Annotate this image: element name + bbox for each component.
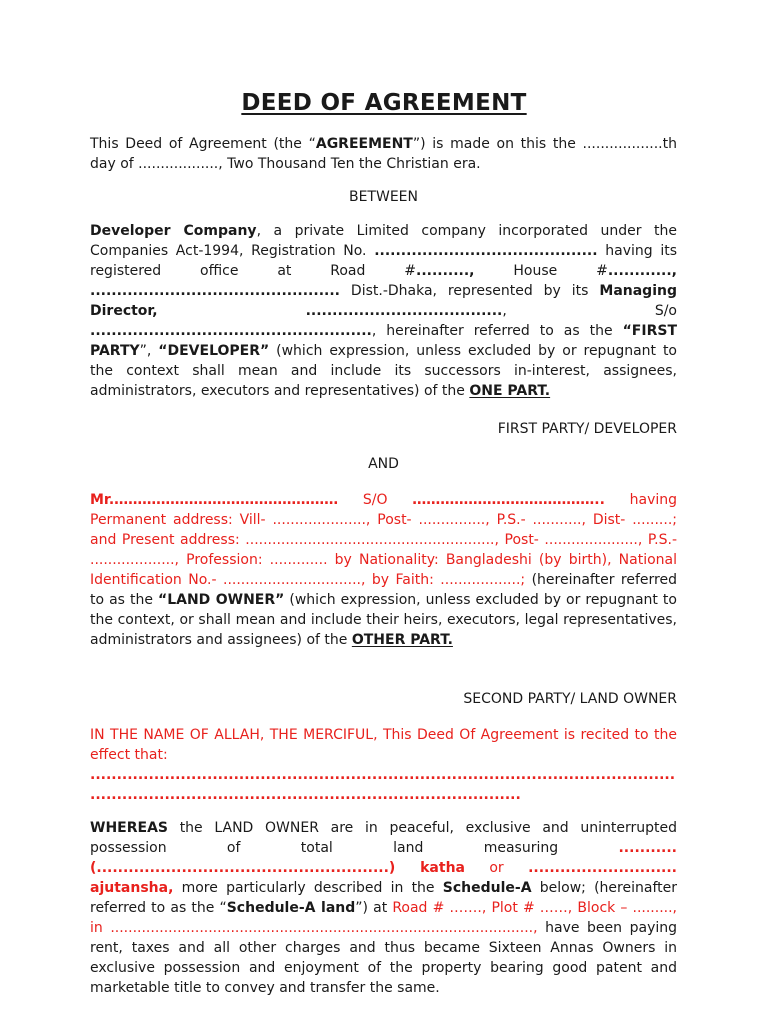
between-heading: BETWEEN [348,189,418,205]
katha-blank: ........... (.......................................................) katha [90,840,677,876]
house-blank: ............, [607,263,677,279]
whereas-text: below; (hereinafter referred to as the “ [90,880,677,916]
first-party-text: (which expression, unless excluded by or repugnant to the context shall mean and include its successors in-interest, assignees, administrators, executors and representatives) of the [90,343,677,399]
first-party-term: “FIRST PARTY [90,323,677,359]
developer-company-name: Developer Company [90,223,257,239]
son-of-blank: ..................................................... [90,323,372,339]
ajutansha-blank: ............................ ajutansha, [90,860,677,896]
first-party-text: House # [474,263,608,279]
whereas-text: have been paying rent, taxes and all other charges and thus became Sixteen Annas Owners in exclusive possession and enjoyment of the property bearing good patent and marketable title to convey and transfer the same. [90,920,678,996]
recital-text: IN THE NAME OF ALLAH, THE MERCIFUL, This Deed Of Agreement is recited to the effect that: [90,727,677,763]
son-of-blank: ………………………………….. [412,492,605,508]
second-party-text: (hereinafter referred to as the [90,572,677,608]
first-party-text [158,303,306,319]
second-party-paragraph [90,490,677,650]
road-blank: .........., [416,263,475,279]
developer-term: “DEVELOPER” [158,343,270,359]
first-party-text: , hereinafter referred to as the [371,323,623,339]
managing-director-blank: ..................................... [305,303,503,319]
second-party-text: (which expression, unless excluded by or repugnant to the context, or shall mean and include their heirs, executors, legal representatives, administrators and assignees) of the [90,592,677,648]
address-blank: ............................................... [90,283,340,299]
first-party-text: ”, [139,343,159,359]
or-word: or [464,860,529,876]
land-owner-details: having Permanent address: Vill- ....................., Post- ..............., P.S.- ..........., Dist- .........; and Present address: ........................................................, Post- ....................., P.S.- ..................., Profession: ............. by Nationality: Bangladeshi (by birth), National Identification No.- ..............................., by Faith: ..................; [90,492,677,588]
first-party-text: having its registered office at Road # [90,243,677,279]
whereas-text: ”) at [355,900,393,916]
whereas-term: WHEREAS [90,820,168,836]
land-owner-term: “LAND OWNER” [158,592,285,608]
intro-paragraph [90,134,677,174]
registration-blank: .......................................... [374,243,598,259]
second-party-label: SECOND PARTY/ LAND OWNER [463,691,677,707]
whereas-text: the LAND OWNER are in peaceful, exclusive and uninterrupted possession of total land measuring [90,820,677,856]
first-party-label: FIRST PARTY/ DEVELOPER [497,421,677,437]
agreement-term: AGREEMENT [315,136,413,152]
first-party-paragraph [90,221,677,401]
son-of-label: S/O [338,492,413,508]
one-part-term: ONE PART. [469,383,551,399]
first-party-text: , a private Limited company incorporated under the Companies Act-1994, Registration No. [90,223,677,259]
intro-text-rest: ”) is made on this the ..................th day of .................., Two Thousand Ten the Christian era. [90,136,677,172]
recital-blank-line: .............................................................................................................. [90,767,676,783]
whereas-text: more particularly described in the [173,880,443,896]
and-heading: AND [368,456,399,472]
first-party-text: , S/o [502,303,677,319]
land-location-blank: Road # ……., Plot # ……, Block – ........., in ..............................................................................................., [90,900,677,936]
document-title: DEED OF AGREEMENT [241,90,527,116]
schedule-a-land-term: Schedule-A land [226,900,356,916]
recital-paragraph [90,725,677,805]
whereas-paragraph [90,818,677,998]
managing-director-label: Managing Director, [90,283,677,319]
other-part-term: OTHER PART. [351,632,453,648]
land-owner-name-blank: Mr.………………………………………… [90,492,339,508]
first-party-text: Dist.-Dhaka, represented by its [339,283,600,299]
schedule-a-term: Schedule-A [442,880,532,896]
recital-blank-line: ................................................................................. [90,787,521,803]
intro-text: This Deed of Agreement (the “ [90,136,316,152]
